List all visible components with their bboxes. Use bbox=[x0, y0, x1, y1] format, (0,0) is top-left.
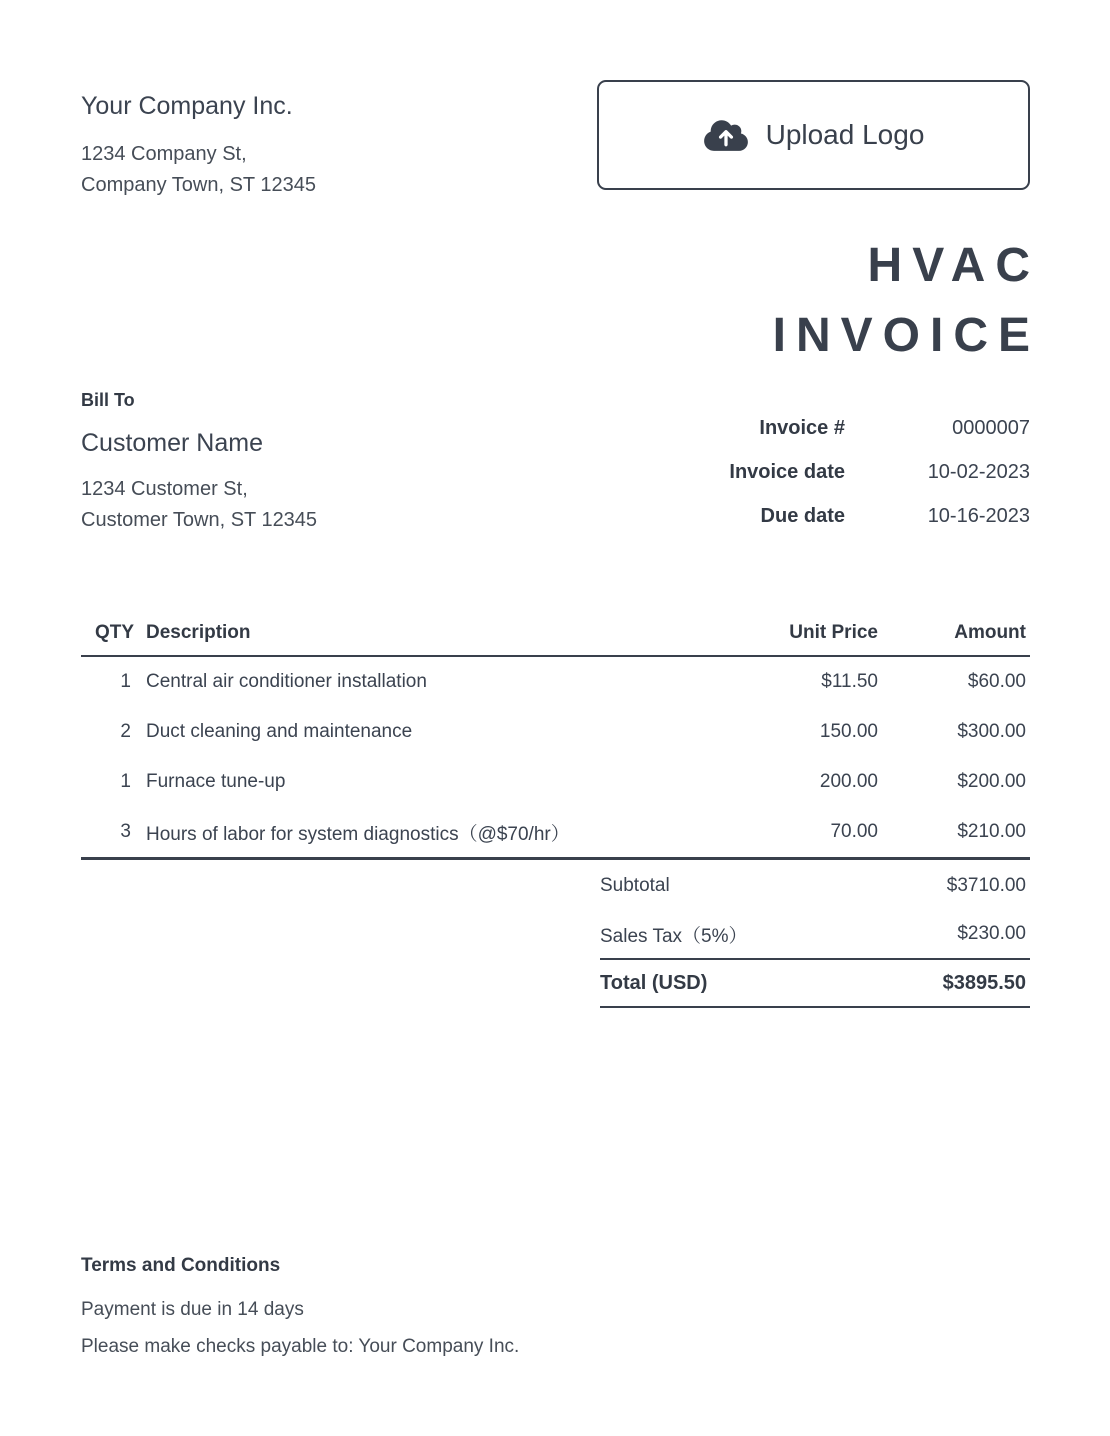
due-date-value: 10-16-2023 bbox=[927, 504, 1030, 527]
invoice-date-label: Invoice date bbox=[729, 460, 845, 483]
customer-name: Customer Name bbox=[81, 429, 263, 457]
upload-logo-label: Upload Logo bbox=[765, 119, 925, 150]
header-description: Description bbox=[146, 621, 251, 643]
item-description: Duct cleaning and maintenance bbox=[146, 721, 413, 742]
item-amount: $60.00 bbox=[967, 671, 1026, 692]
items-table-body bbox=[81, 657, 1030, 860]
table-row bbox=[81, 657, 1030, 707]
invoice-number-value: 0000007 bbox=[952, 416, 1030, 439]
terms-section bbox=[81, 1255, 519, 1365]
sales-tax-value: $230.00 bbox=[957, 923, 1026, 944]
items-table bbox=[81, 610, 1030, 860]
total-label: Total (USD) bbox=[600, 971, 708, 994]
company-address bbox=[81, 139, 316, 201]
item-description: Hours of labor for system diagnostics（@$70/hr） bbox=[146, 823, 570, 845]
item-unit-price: 150.00 bbox=[819, 721, 878, 742]
company-address-line1: 1234 Company St, bbox=[81, 143, 247, 165]
company-name: Your Company Inc. bbox=[81, 92, 293, 120]
item-description: Central air conditioner installation bbox=[146, 671, 427, 692]
total-row bbox=[600, 958, 1030, 1008]
due-date-label: Due date bbox=[760, 504, 845, 527]
item-unit-price: $11.50 bbox=[821, 671, 878, 692]
bill-to-label: Bill To bbox=[81, 390, 135, 410]
company-info bbox=[81, 92, 316, 201]
cloud-upload-icon bbox=[703, 118, 749, 153]
terms-line1: Payment is due in 14 days bbox=[81, 1299, 304, 1320]
item-unit-price: 70.00 bbox=[830, 821, 878, 842]
item-qty: 2 bbox=[120, 721, 131, 742]
item-amount: $200.00 bbox=[957, 771, 1026, 792]
terms-heading: Terms and Conditions bbox=[81, 1255, 281, 1276]
items-table-header bbox=[81, 610, 1030, 657]
table-row bbox=[81, 707, 1030, 757]
header-unit-price: Unit Price bbox=[789, 621, 878, 643]
item-qty: 1 bbox=[120, 771, 131, 792]
subtotal-label: Subtotal bbox=[600, 875, 670, 896]
sales-tax-row bbox=[600, 910, 1030, 958]
bill-to-section bbox=[81, 390, 317, 536]
item-amount: $210.00 bbox=[957, 821, 1026, 842]
item-unit-price: 200.00 bbox=[819, 771, 878, 792]
table-row bbox=[81, 807, 1030, 857]
invoice-title bbox=[772, 231, 1040, 371]
header-amount: Amount bbox=[954, 621, 1026, 643]
item-amount: $300.00 bbox=[957, 721, 1026, 742]
invoice-meta bbox=[729, 406, 1030, 538]
customer-address bbox=[81, 474, 317, 536]
item-description: Furnace tune-up bbox=[146, 771, 286, 792]
totals-section bbox=[600, 862, 1030, 1008]
item-qty: 3 bbox=[120, 821, 131, 842]
sales-tax-label: Sales Tax（5%） bbox=[600, 925, 748, 947]
customer-address-line2: Customer Town, ST 12345 bbox=[81, 509, 318, 531]
subtotal-value: $3710.00 bbox=[946, 875, 1026, 896]
header-qty: QTY bbox=[95, 621, 135, 643]
customer-address-line1: 1234 Customer St, bbox=[81, 478, 248, 500]
invoice-number-label: Invoice # bbox=[759, 416, 845, 439]
total-value: $3895.50 bbox=[942, 971, 1026, 994]
subtotal-row bbox=[600, 862, 1030, 910]
invoice-date-value: 10-02-2023 bbox=[927, 460, 1030, 483]
item-qty: 1 bbox=[120, 671, 131, 692]
upload-logo-button[interactable] bbox=[597, 80, 1030, 190]
terms-line2: Please make checks payable to: Your Company Inc. bbox=[81, 1336, 520, 1357]
company-address-line2: Company Town, ST 12345 bbox=[81, 174, 316, 196]
table-row bbox=[81, 757, 1030, 807]
invoice-title-line1: HVAC bbox=[867, 239, 1040, 292]
invoice-title-line2: INVOICE bbox=[772, 309, 1040, 362]
